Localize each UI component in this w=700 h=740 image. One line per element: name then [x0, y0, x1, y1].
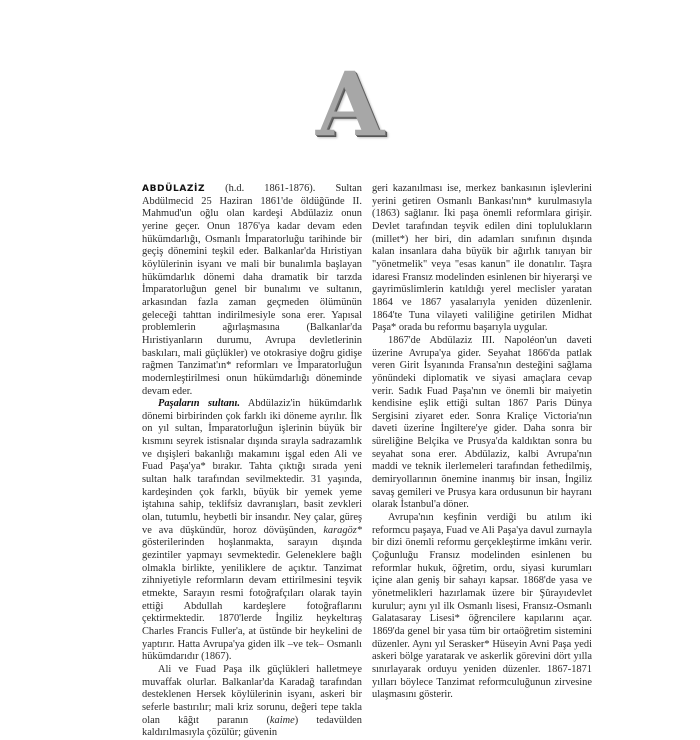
- paragraph-text: Abdülaziz'in hükümdarlık dönemi birbirinden çok farklı iki döneme ayrılır. İlk on yıl sultan, İmparatorluğun işlerinin büyük bir kısmını seyrek istisnalar dışında sırayla sadrazamlık ve dışişleri bakanlığı makamını işgal eden Ali ve Fuad Paşa'ya* bırakır. Tahta çıktığı sırada yeni sultan halk tarafından sevilmektedir. 31 yaşında, kardeşinden çok farklı, büyük bir yemek yeme iştahına sahip, teklifsiz davranışları, basit zevkleri olan, tutumlu, heybetli bir insandır. Ney çalar, güreş ve ava düşkündür, horoz dövüşünden,: [142, 398, 362, 536]
- left-column: [142, 183, 362, 740]
- section-paragraph: [142, 398, 362, 664]
- italic-term: kaime: [269, 714, 295, 726]
- paragraph-text: gösterilerinden hoşlanmakta, sarayın dışında gezintiler yapmayı sevmektedir. Geleneklere bağlı olmakla birlikte, yeniliklere de açıktır. Tanzimat zihniyetiyle reformların devam ettirilmesini teşvik etmekte, Sarayın resmi fotoğrafçıları olarak tayin ettiği Abdullah kardeşlere fotoğraflarını çektirmektedir. 1870'lerde İngiliz heykeltıraş Charles Francis Fuller'a, at üstünde bir heykelini de yaptırır. Hatta Avrupa'ya giden ilk –ve tek– Osmanlı hükümdarıdır (1867).: [142, 537, 362, 663]
- entry-dates: (h.d. 1861-1876).: [205, 183, 336, 194]
- entry-headword: ABDÜLAZİZ: [142, 184, 206, 194]
- italic-term: karagöz*: [323, 524, 362, 536]
- right-column: [372, 183, 592, 702]
- section-letter: A: [315, 52, 385, 156]
- entry-intro-paragraph: [142, 183, 362, 398]
- paragraph: 1867'de Abdülaziz III. Napoléon'un daveti üzerine Avrupa'ya gider. Seyahat 1866'da patlak veren Girit İsyanında Fransa'nın desteğini sağlama yönündeki diplomatik ve siyasi amaçlara cevap verir. Sadık Fuad Paşa'nın ve önemli bir maiyetin kendisine eşlik ettiği sultan 1867 Paris Dünya Sergisini ziyaret eder. Sonra Kraliçe Victoria'nın daveti üzerine İngiltere'ye gider. Daha sonra bir süreliğine Belçika ve Prusya'da kaldıktan sonra bu seyahat sona erer. Abdülaziz, kalbi Avrupa'nın maddi ve teknik ilerlemeleri tarafından fethedilmiş, demiryollarının önemine inanmış bir insan, İngiliz savaş gemileri ve Prusya kara ordusunun bir hayranı olarak İstanbul'a döner.: [372, 334, 592, 511]
- entry-text: Sultan Abdülmecid 25 Haziran 1861'de öldüğünde II. Mahmud'un oğlu olan kardeşi Abdülaziz onun yerine geçer. Onun 1876'ya kadar devam eden hükümdarlığı, Osmanlı İmparatorluğu tarihinde bir geçiş dönemini teşkil eder. Balkanlar'da Hıristiyan köylülerinin isyanı ve mali bir bunalımla başlayan hükümdarlık dönemi daha dramatik bir tarzda İmparatorluğun genel bir bunalımı ve sultanın, arkasından fazla zaman geçmeden ölümünün geleceği tahttan indirilmesiyle sona erer. Yapısal problemlerin ağırlaşmasına (Balkanlar'da Hıristiyanların durumu, Avrupa devletlerinin baskıları, mali güçlükler) ve otokrasiye doğru gidişe rağmen Tanzimat'ın* reformları ve İmparatorluğun modernleştirilmesi onun hükümdarlığı döneminde devam eder.: [142, 183, 362, 397]
- paragraph: Avrupa'nın keşfinin verdiği bu atılım iki reformcu paşaya, Fuad ve Ali Paşa'ya davul zurnayla bir dizi önemli reformu gerçekleştirme imkânı verir. Çoğunluğu Fransız modelinden esinlenen bu reformlar hukuk, öğretim, ordu, siyasi kurumları içine alan geniş bir sahayı kapsar. 1868'de yasa ve yönetmelikleri hazırlamak üzere bir Şûrayıdevlet kurulur; aynı yıl ilk Osmanlı lisesi, Fransız-Osmanlı Galatasaray Lisesi* öğrencilere kapılarını açar. 1869'da genel bir yasa tüm bir ortaöğretim sistemini düzenler. Aynı yıl Serasker* Hüseyin Avni Paşa yedi askeri bölge yaratarak ve askerlik görevini dört yılla sınırlayarak orduyu yeniden düzenler. 1867-1871 yılları böylece Tanzimat reformculuğunun zirvesine ulaşmasını gösterir.: [372, 512, 592, 701]
- section-subheading: Paşaların sultanı.: [158, 398, 241, 410]
- paragraph: [142, 664, 362, 740]
- paragraph: geri kazanılması ise, merkez bankasının işlevlerini yerini getiren Osmanlı Bankası'nın* kurulmasıyla (1863) sağlanır. İki paşa önemli reformlara girişir. Devlet tarafından teşvik edilen dini toplulukların (millet*) her biri, din adamları sınıfının dışında kalan insanlara daha büyük bir ağırlık tanıyan bir "yönetmelik" veya "esas kanun" ile donatılır. Taşra idaresi Fransız modelinden esinlenen bir hiyerarşi ve gayrimüslimlerin katıldığı yerel meclisler yaratan 1864 ve 1867 yasalarıyla yeniden düzenlenir. 1864'te Tuna vilayeti valiliğine getirilen Midhat Paşa* orada bu reformu başarıyla uygular.: [372, 183, 592, 334]
- paragraph-text: Ali ve Fuad Paşa ilk güçlükleri halletmeye muvaffak olurlar. Balkanlar'da Karadağ tarafından desteklenen Hersek köylülerinin isyanı, askeri bir seferle bastırılır; mali kriz sorunu, değeri tepe takla olan kâğıt paranın (: [142, 663, 362, 726]
- paragraph-text: ) tedavülden kaldırılmasıyla çözülür; güvenin: [142, 714, 362, 739]
